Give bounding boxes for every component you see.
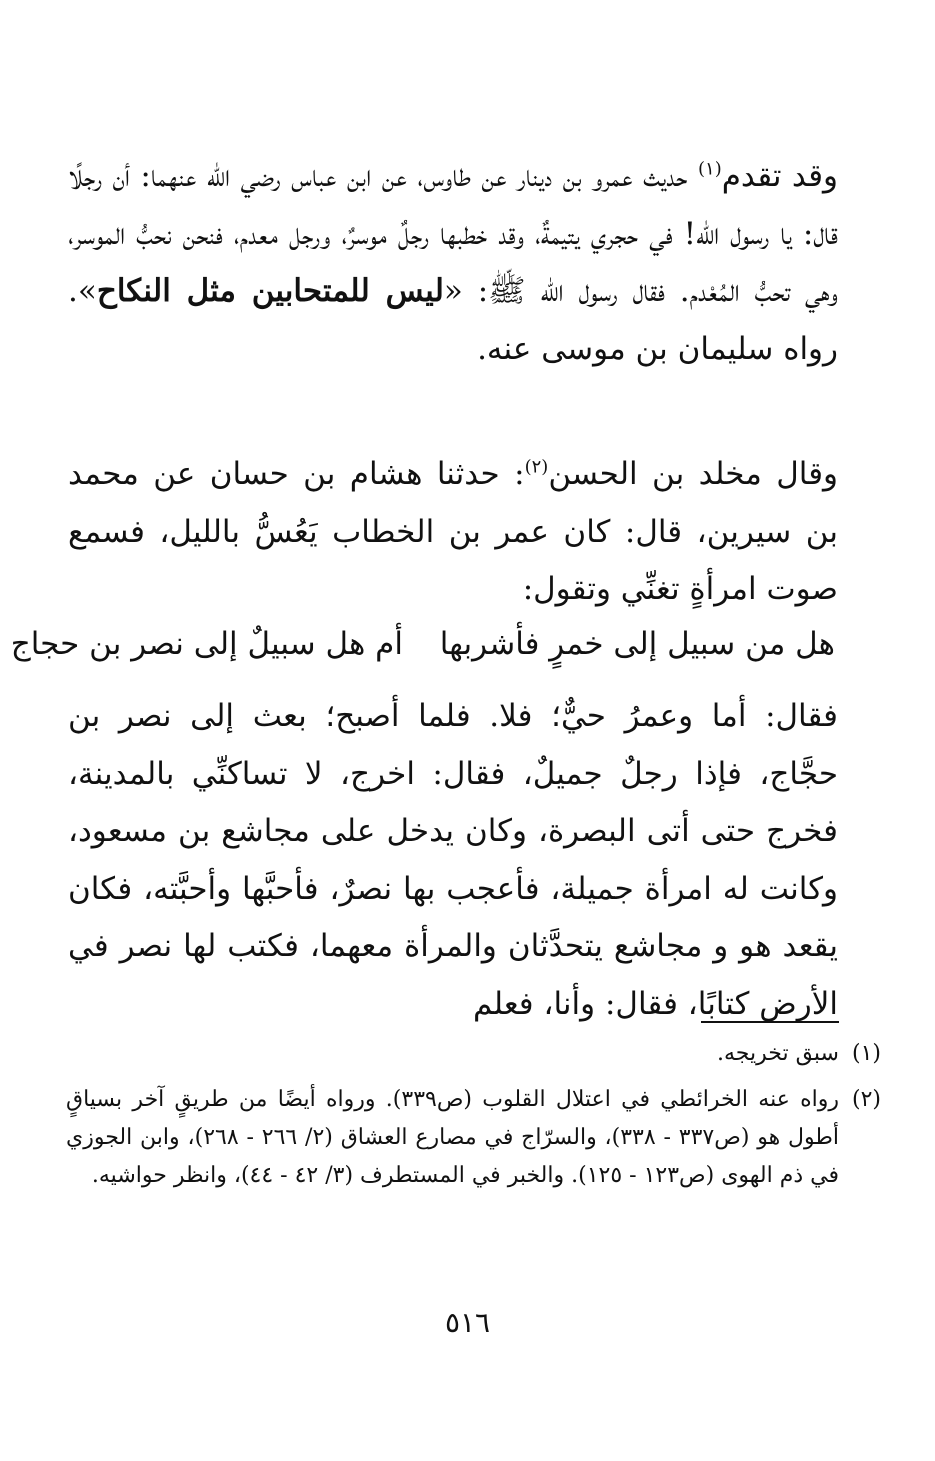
verse-first-hemistich: هل من سبيل إلى خمرٍ فأشربها	[439, 626, 835, 662]
verse-second-hemistich: أم هل سبيلٌ إلى نصر بن حجاج	[10, 626, 403, 662]
paragraph-text: حديث عمرو بن دينار عن طاوس، عن ابن عباس رضي الله عنهما: أن رجلًا قال: يا رسول الله! في حجري يتيمةٌ، وقد خطبها رجلٌ موسرٌ، ورجل معدم، فنحن نحبُّ الموسر، وهي تحبُّ المُعْدم. فقال رسول الله ﷺ: «	[68, 158, 838, 310]
paragraph-text: ». رواه سليمان بن موسى عنه.	[68, 273, 838, 367]
paragraph-story: فقال: أما وعمرُ حيٌّ؛ فلا. فلما أصبح؛ بعث إلى نصر بن حجَّاج، فإذا رجلٌ جميلٌ، فقال: اخرج، لا تساكنِّي بالمدينة، فخرج حتى أتى البصرة، وكان يدخل على مجاشع بن مسعود، وكانت له امرأة جميلة، فأعجب بها نصرٌ، فأحبَّها وأحبَّته، فكان يقعد هو و مجاشع يتحدَّثان والمرأة معهما، فكتب لها نصر في الأرض كتابًا، فقال: وأنا، فعلم	[68, 698, 838, 1022]
footnote-ref-1[interactable]: (١)	[698, 158, 722, 180]
footnote-2	[66, 1081, 881, 1195]
paragraph-hadith	[68, 148, 838, 378]
paragraph-narration	[68, 446, 838, 619]
poetry-verse	[10, 618, 835, 673]
footnote-text: رواه عنه الخرائطي في اعتلال القلوب (ص٣٣٩). ورواه أيضًا من طريقٍ آخر بسياقٍ أطول هو (ص٣٣٧ - ٣٣٨)، والسرّاج في مصارع العشاق (٢/ ٢٦٦ - ٢٦٨)، وابن الجوزي في ذم الهوى (ص١٢٣ - ١٢٥). والخبر في المستطرف (٣/ ٤٢ - ٤٤)، وانظر حواشيه.	[66, 1087, 840, 1188]
paragraph-text: وقد تقدم	[721, 158, 838, 194]
footnote-ref-2[interactable]: (٢)	[524, 456, 549, 478]
footnote-text: سبق تخريجه.	[717, 1041, 839, 1066]
footnote-number: (٢)	[851, 1087, 881, 1112]
prophetic-quote: ليس للمتحابين مثل النكاح	[96, 273, 444, 310]
footnote-separator	[701, 1021, 839, 1023]
footnote-1	[66, 1035, 881, 1073]
paragraph-text: : حدثنا هشام بن حسان عن محمد بن سيرين، قال: كان عمر بن الخطاب يَعُسُّ بالليل، فسمع صوت امرأةٍ تغنِّي وتقول:	[68, 456, 838, 608]
footnote-number: (١)	[851, 1041, 881, 1066]
page-number: ٥١٦	[444, 1306, 491, 1339]
paragraph-text: وقال مخلد بن الحسن	[548, 456, 838, 492]
